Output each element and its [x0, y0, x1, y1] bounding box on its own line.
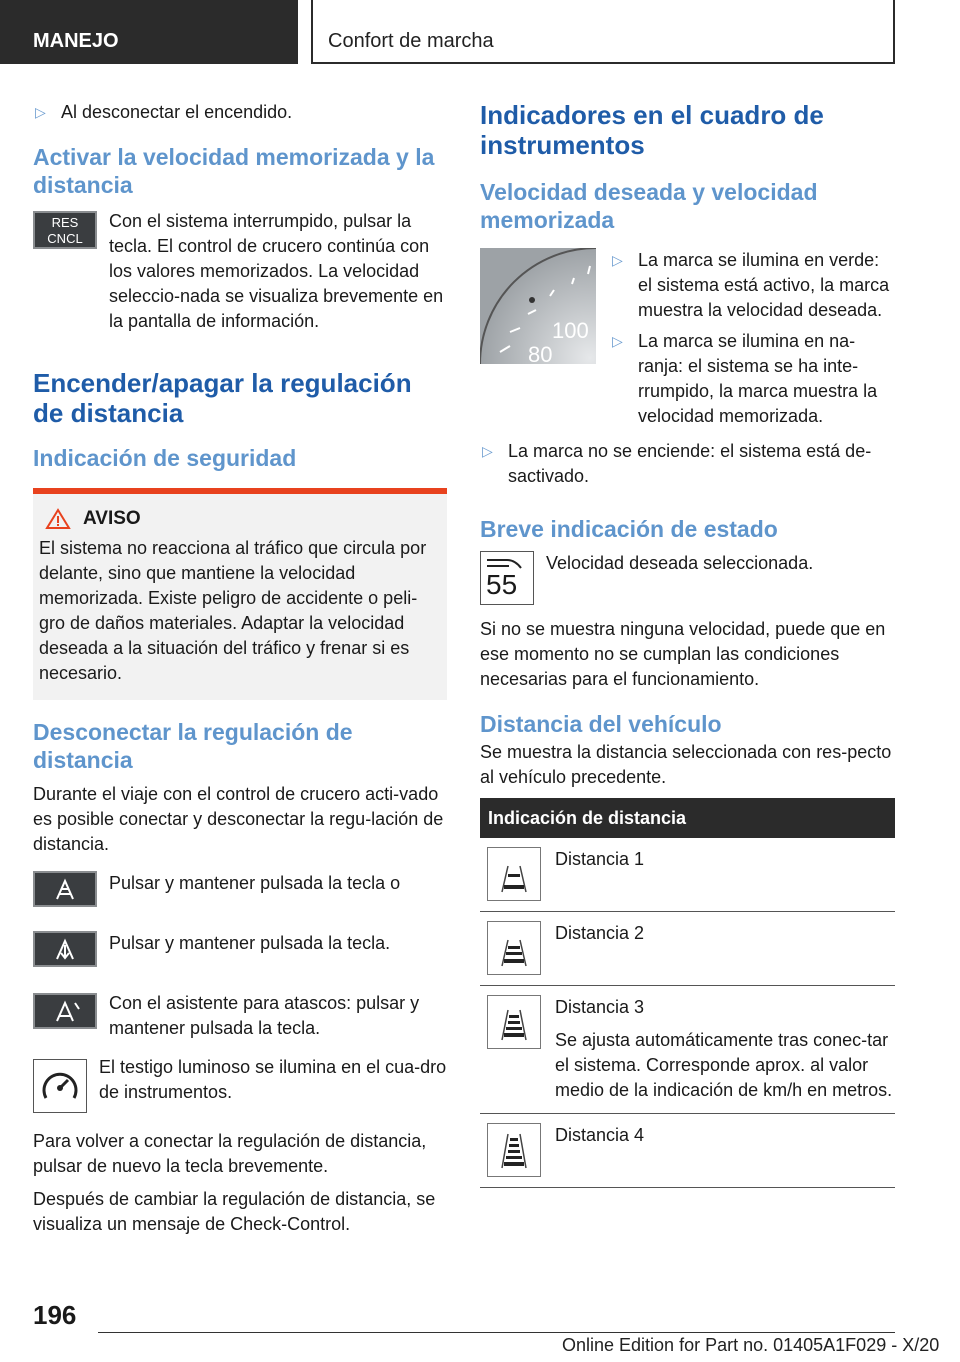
- distance-label: Distancia 4: [555, 1125, 645, 1145]
- bullet-item: [610, 248, 895, 323]
- res-key-label: RES: [51, 215, 79, 230]
- set-speed-value: 55: [486, 569, 518, 600]
- bullet-text: La marca se ilumina en na-ranja: el sistema se ha inte-rrumpido, la marca muestra la velocidad memorizada.: [638, 331, 878, 426]
- key-text-1: Pulsar y mantener pulsada la tecla o: [109, 873, 401, 893]
- heading-breve: Breve indicación de estado: [480, 516, 778, 542]
- speedometer-indicator-icon: [33, 1059, 87, 1113]
- bullet-item: [610, 329, 895, 429]
- warning-box: [33, 488, 447, 700]
- paragraph-distancia: Se muestra la distancia seleccionada con res-pecto al vehículo precedente.: [480, 742, 892, 787]
- distance-note: Se ajusta automáticamente tras conec-tar el sistema. Corresponde aprox. al valor medio de la indicación de km/h en metros.: [555, 1030, 893, 1100]
- paragraph-volver: Para volver a conectar la regulación de distancia, pulsar de nuevo la tecla brevemente.: [33, 1131, 427, 1176]
- paragraph-durante: Durante el viaje con el control de crucero acti-vado es posible conectar y desconectar la regu-lación de distancia.: [33, 784, 444, 854]
- distance-label: Distancia 1: [555, 849, 645, 869]
- paragraph-activar: Con el sistema interrumpido, pulsar la tecla. El control de crucero continúa con los valores memorizados. La velocidad seleccio-nada se visualiza brevemente en la pantalla de información.: [109, 211, 444, 331]
- heading-activar: Activar la velocidad memorizada y la distancia: [33, 144, 435, 198]
- distance-key-icon: [33, 871, 97, 907]
- warning-triangle-icon: [45, 508, 71, 530]
- heading-desconectar: Desconectar la regulación de distancia: [33, 719, 353, 773]
- res-cncl-key-icon: [33, 211, 97, 249]
- bullet-text: La marca se ilumina en verde: el sistema está activo, la marca muestra la velocidad deseada.: [638, 250, 890, 320]
- distance-cell: [555, 1123, 644, 1177]
- distance-key-alt-icon: [33, 931, 97, 967]
- cncl-key-label: CNCL: [47, 231, 83, 246]
- distance-cell: [555, 847, 644, 901]
- traffic-jam-assist-key-icon: [33, 993, 97, 1029]
- bullet-text: Al desconectar el encendido.: [61, 102, 293, 122]
- distance-3-icon: [487, 995, 541, 1049]
- paragraph-despues: Después de cambiar la regulación de distancia, se visualiza un mensaje de Check-Control.: [33, 1189, 436, 1234]
- distance-label: Distancia 3: [555, 997, 645, 1017]
- speed-status-row: [480, 551, 895, 605]
- warning-title: AVISO: [83, 508, 141, 529]
- key-text-3: Con el asistente para atascos: pulsar y mantener pulsada la tecla.: [109, 993, 420, 1038]
- left-column: [33, 100, 447, 1245]
- warning-text: El sistema no reacciona al tráfico que circula por delante, sino que mantiene la velocidad memorizada. Existe peligro de accidente o peli-gro de daños materiales. Adaptar la velocidad deseada a la situación del tráfico y frenar si es necesario.: [39, 538, 427, 683]
- set-speed-icon: [480, 551, 534, 605]
- bullet-item: [480, 439, 895, 489]
- bullet-item: [33, 100, 447, 125]
- bullet-text: La marca no se enciende: el sistema está de-sactivado.: [508, 441, 872, 486]
- gauge-label-80: 80: [528, 342, 553, 364]
- heading-velocidad: Velocidad deseada y velocidad memorizada: [480, 179, 818, 233]
- table-row: [480, 986, 895, 1114]
- testigo-text: El testigo luminoso se ilumina en el cua-dro de instrumentos.: [99, 1057, 447, 1102]
- distance-2-icon: [487, 921, 541, 975]
- gauge-label-100: 100: [552, 318, 589, 343]
- warning-title-row: [39, 508, 439, 530]
- key-text-2: Pulsar y mantener pulsada la tecla.: [109, 933, 391, 953]
- distance-cell: [555, 921, 644, 975]
- res-cncl-row: [33, 209, 447, 334]
- distance-table: [480, 798, 895, 1188]
- heading-distancia: Distancia del vehículo: [480, 711, 722, 737]
- distance-4-icon: [487, 1123, 541, 1177]
- table-row: [480, 1114, 895, 1188]
- key-row-2: [33, 931, 447, 967]
- paragraph-ninguna: Si no se muestra ninguna velocidad, puede que en ese momento no se cumplan las condiciones necesarias para el funcionamiento.: [480, 619, 886, 689]
- breve-text: Velocidad deseada seleccionada.: [546, 553, 814, 573]
- heading-seguridad: Indicación de seguridad: [33, 445, 297, 471]
- distance-1-icon: [487, 847, 541, 901]
- gauge-bullets: [610, 248, 895, 435]
- footer-divider: [98, 1332, 895, 1333]
- heading-encender: Encender/apagar la regulación de distancia: [33, 368, 412, 428]
- edition-footer: Online Edition for Part no. 01405A1F029 - X/20: [562, 1335, 940, 1355]
- gauge-row: [480, 248, 895, 435]
- testigo-row: [33, 1055, 447, 1113]
- table-row: [480, 838, 895, 912]
- triangle-bullet-icon: ▷: [612, 252, 623, 268]
- triangle-bullet-icon: ▷: [612, 333, 623, 349]
- page-number: 196: [33, 1300, 77, 1330]
- key-row-1: [33, 871, 447, 907]
- speedometer-gauge-image: [480, 248, 596, 364]
- key-row-3: [33, 991, 447, 1041]
- table-header: Indicación de distancia: [480, 798, 895, 838]
- right-column: [480, 100, 895, 1188]
- triangle-bullet-icon: ▷: [35, 104, 46, 120]
- triangle-bullet-icon: ▷: [482, 443, 493, 459]
- page-header-title: Confort de marcha: [311, 0, 895, 64]
- distance-label: Distancia 2: [555, 923, 645, 943]
- section-tab: MANEJO: [0, 0, 298, 64]
- table-row: [480, 912, 895, 986]
- distance-cell: [555, 995, 895, 1103]
- heading-indicadores: Indicadores en el cuadro de instrumentos: [480, 100, 824, 160]
